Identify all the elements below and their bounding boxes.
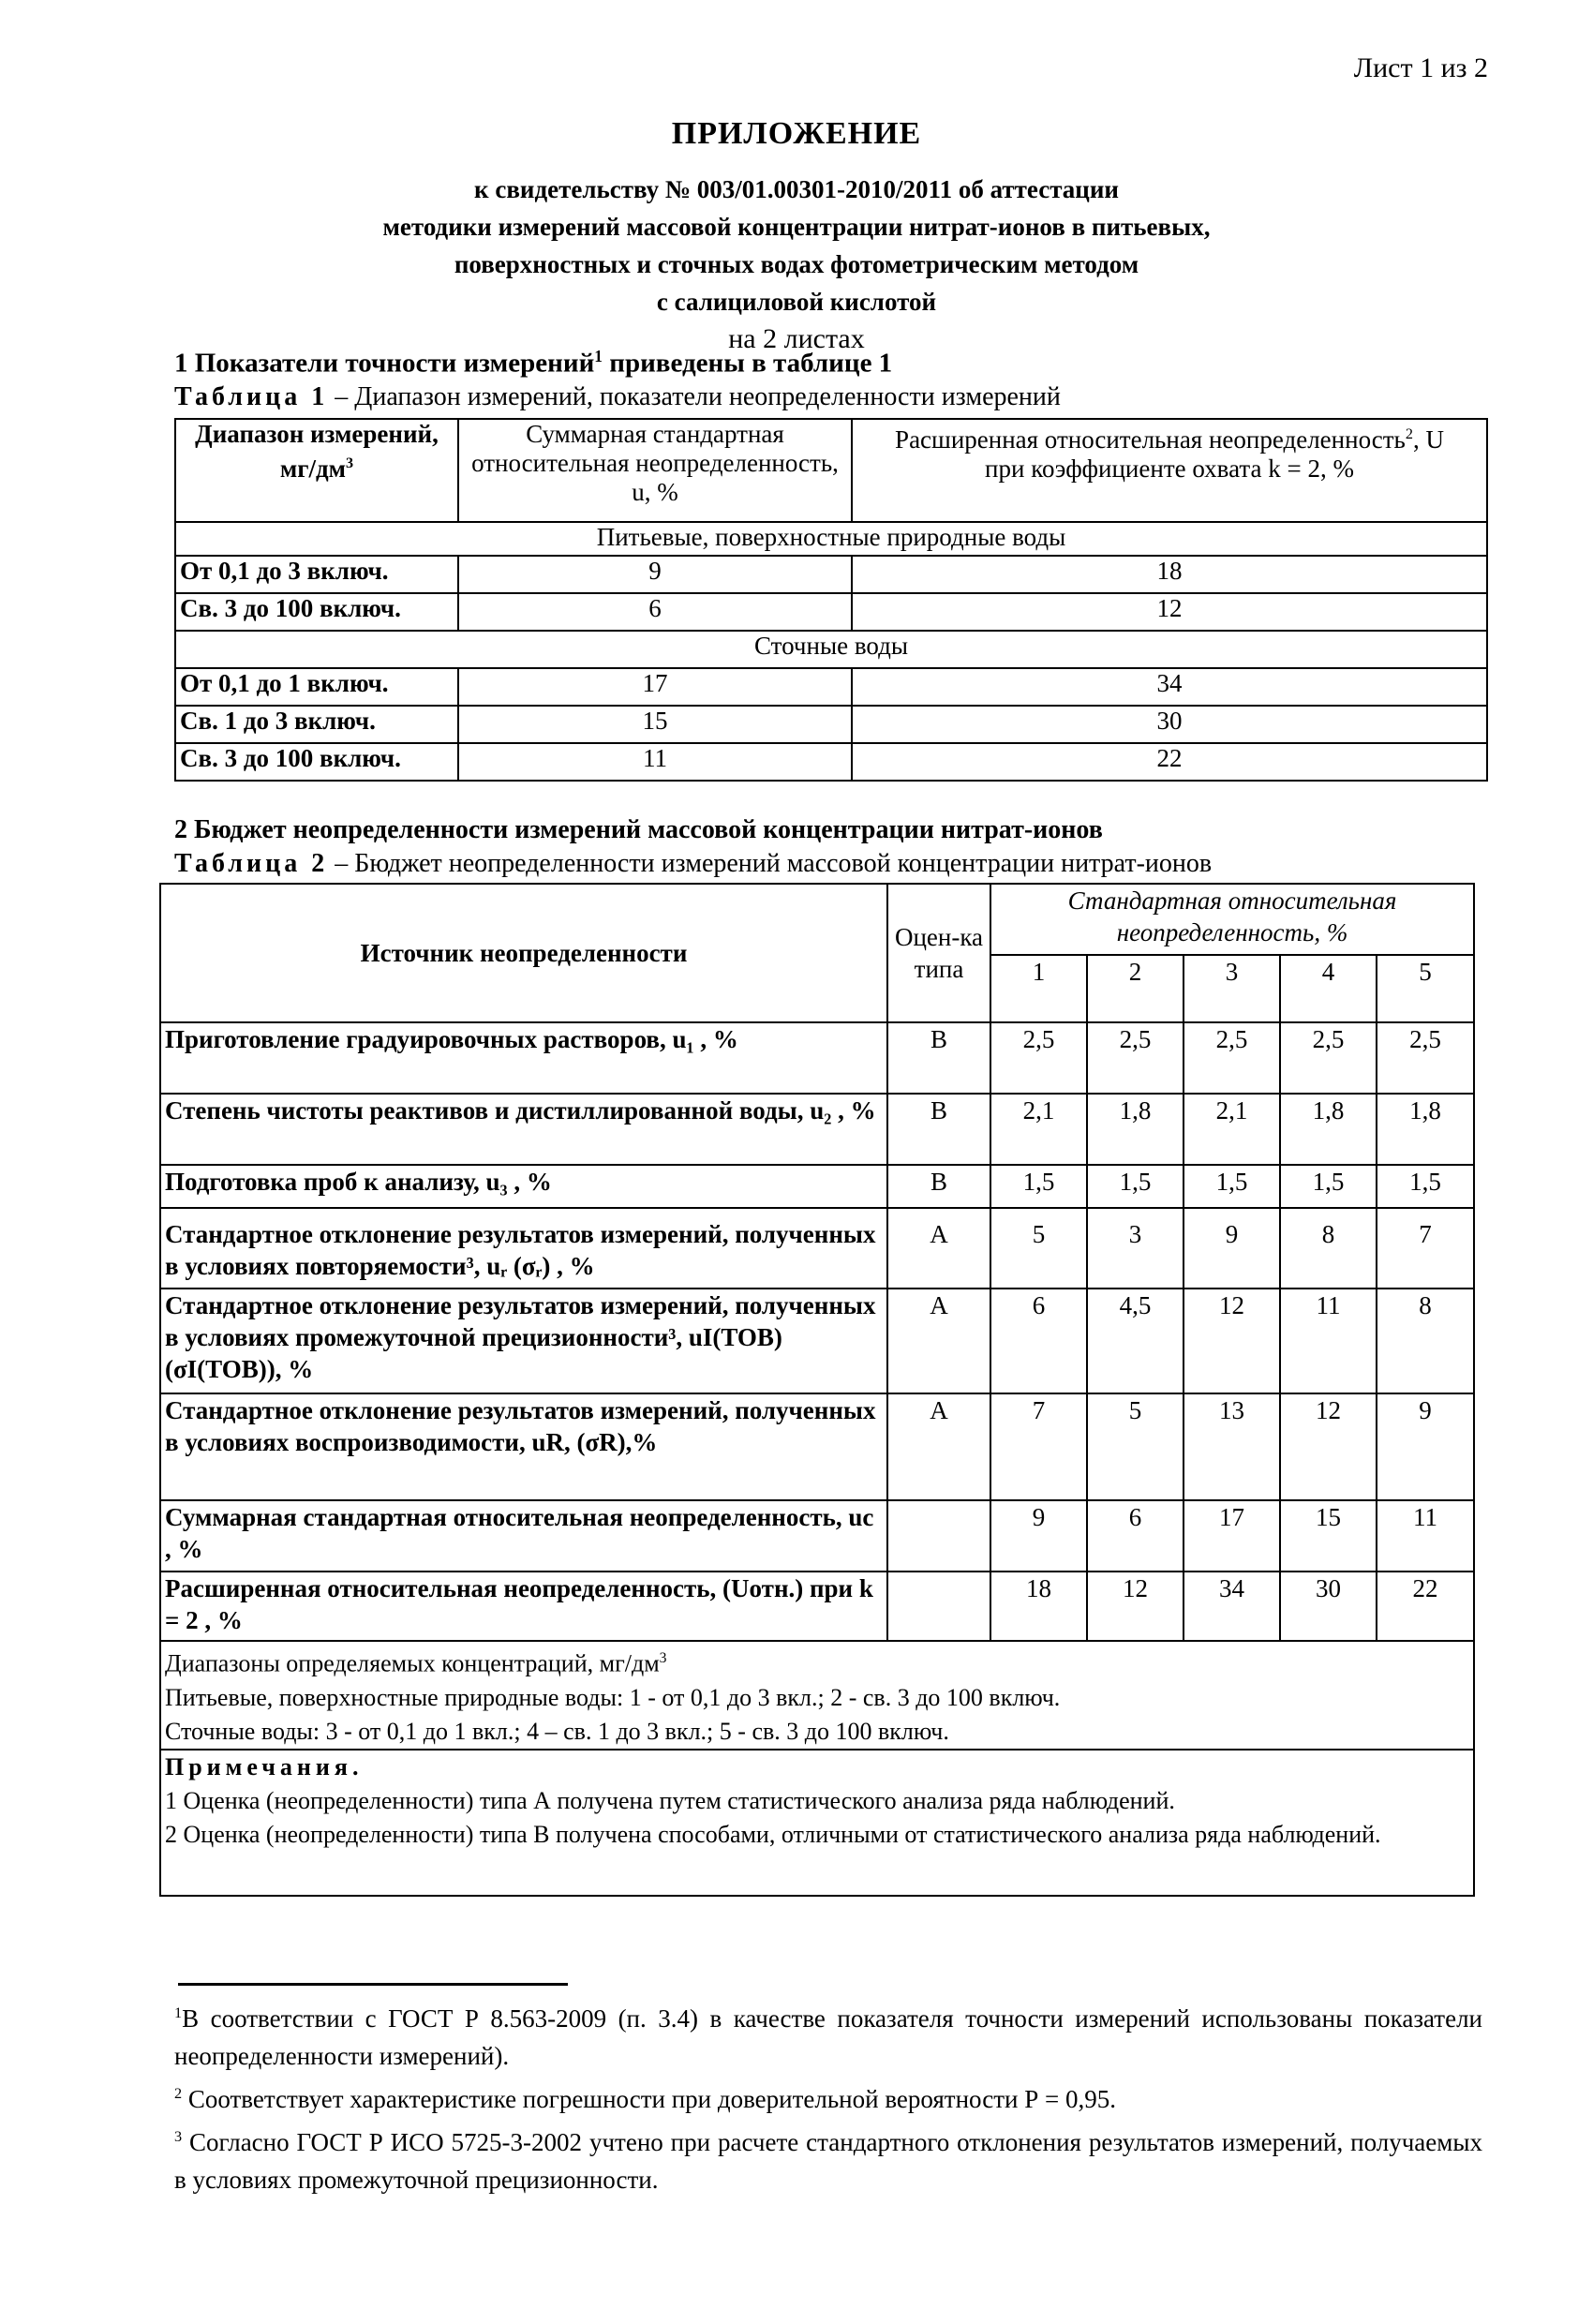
- subtitle-line: поверхностных и сточных водах фотометрическим методом: [454, 250, 1139, 278]
- section-1-heading: 1 Показатели точности измерений$^1$ приведены в таблице 1: [174, 347, 893, 379]
- t2-val: 8: [1280, 1208, 1377, 1289]
- t1-header-range: Диапазон измерений, $мг/дм^3$: [175, 419, 458, 522]
- t2-type: В: [887, 1165, 990, 1208]
- subtitle-line: методики измерений массовой концентрации нитрат-ионов в питьевых,: [382, 213, 1211, 241]
- t1-cell-U: 18: [852, 556, 1487, 593]
- note: 2 Оценка (неопределенности) типа В получена способами, отличными от статистического анализа ряда наблюдений.: [165, 1821, 1381, 1848]
- t2-source: Расширенная относительная неопределенность, (Uотн.) при k = 2 , %: [160, 1572, 887, 1641]
- t2-val: 1,5: [1280, 1165, 1377, 1208]
- t2-val: 7: [1377, 1208, 1474, 1289]
- t2-col-4: 4: [1280, 955, 1377, 1022]
- t2-val: 2,5: [1184, 1022, 1280, 1094]
- t2-source: Приготовление градуировочных растворов, u₁ , %: [160, 1022, 887, 1094]
- t2-val: 5: [990, 1208, 1087, 1289]
- t2-val: 6: [990, 1289, 1087, 1393]
- t2-source: Подготовка проб к анализу, u₃ , %: [160, 1165, 887, 1208]
- t2-val: 15: [1280, 1500, 1377, 1572]
- t2-val: 2,1: [1184, 1094, 1280, 1165]
- t2-val: 13: [1184, 1393, 1280, 1500]
- t2-type: [887, 1572, 990, 1641]
- t2-notes: [160, 1750, 1474, 1896]
- t2-ranges: [160, 1641, 1474, 1750]
- t2-val: 2,1: [990, 1094, 1087, 1165]
- t2-type: А: [887, 1208, 990, 1289]
- t2-val: 11: [1377, 1500, 1474, 1572]
- footnote: $^1$В соответствии с ГОСТ Р 8.563-2009 (п. 3.4) в качестве показателя точности измерений использованы показатели неопределенности измерений).: [174, 2004, 1482, 2070]
- t2-val: 6: [1087, 1500, 1184, 1572]
- t2-col-1: 1: [990, 955, 1087, 1022]
- t1-cell-U: 12: [852, 593, 1487, 631]
- t2-val: 1,8: [1280, 1094, 1377, 1165]
- t2-val: 12: [1184, 1289, 1280, 1393]
- t2-val: 30: [1280, 1572, 1377, 1641]
- note: 1 Оценка (неопределенности) типа А получена путем статистического анализа ряда наблюдений.: [165, 1787, 1175, 1814]
- table-1-caption: Таблица 1 – Диапазон измерений, показатели неопределенности измерений: [174, 382, 1061, 411]
- sheet-number: Лист 1 из 2: [1353, 52, 1488, 83]
- t2-header-eval-type: Оцен-ка типа: [887, 884, 990, 1022]
- t2-source: Стандартное отклонение результатов измерений, полученных в условиях промежуточной прецизионности³, uI(TOB) (σI(TOB)), %: [160, 1289, 887, 1393]
- t2-val: 12: [1280, 1393, 1377, 1500]
- footnotes: [174, 1994, 1482, 2198]
- t2-val: 4,5: [1087, 1289, 1184, 1393]
- subtitle-line: на 2 листах: [728, 323, 865, 354]
- t1-cell-U: 34: [852, 668, 1487, 706]
- t2-val: 1,5: [1184, 1165, 1280, 1208]
- t2-val: 2,5: [1280, 1022, 1377, 1094]
- t1-cell-U: 22: [852, 743, 1487, 781]
- notes-title: Примечания.: [165, 1753, 364, 1780]
- t1-cell-range: Св. 3 до 100 включ.: [175, 743, 458, 781]
- t2-val: 22: [1377, 1572, 1474, 1641]
- table-2: [159, 883, 1475, 1897]
- t2-val: 9: [990, 1500, 1087, 1572]
- footnote-separator: [178, 1983, 568, 1986]
- t1-group-title: Сточные воды: [175, 631, 1487, 668]
- t2-type: А: [887, 1393, 990, 1500]
- t2-col-5: 5: [1377, 955, 1474, 1022]
- t2-val: 12: [1087, 1572, 1184, 1641]
- t1-header-expanded: Расширенная относительная неопределенность$^2$, U при коэффициенте охвата k = 2, %: [852, 419, 1487, 522]
- t1-cell-U: 30: [852, 706, 1487, 743]
- t2-col-2: 2: [1087, 955, 1184, 1022]
- t2-ranges-title: Диапазоны определяемых концентраций, $мг/дм^3$: [165, 1649, 667, 1677]
- subtitle-line: к свидетельству № 003/01.00301-2010/2011 об аттестации: [474, 175, 1119, 203]
- t2-val: 1,5: [1087, 1165, 1184, 1208]
- subtitle-line: с салициловой кислотой: [656, 288, 937, 316]
- t2-val: 17: [1184, 1500, 1280, 1572]
- t2-val: 18: [990, 1572, 1087, 1641]
- t2-val: 7: [990, 1393, 1087, 1500]
- t2-type: В: [887, 1022, 990, 1094]
- table-1: [174, 418, 1488, 782]
- t1-cell-range: От 0,1 до 1 включ.: [175, 668, 458, 706]
- t2-type: А: [887, 1289, 990, 1393]
- t2-val: 1,5: [1377, 1165, 1474, 1208]
- t2-val: 5: [1087, 1393, 1184, 1500]
- t2-val: 34: [1184, 1572, 1280, 1641]
- t1-cell-u: 17: [458, 668, 852, 706]
- t2-header-std-rel: Стандартная относительная неопределенность, %: [990, 884, 1474, 955]
- t2-val: 2,5: [1377, 1022, 1474, 1094]
- t2-val: 9: [1184, 1208, 1280, 1289]
- t2-val: 1,8: [1377, 1094, 1474, 1165]
- t1-header-combined: Суммарная стандартная относительная неопределенность, u, %: [458, 419, 852, 522]
- t2-source: Стандартное отклонение результатов измерений, полученных в условиях повторяемости³, uᵣ (σᵣ) , %: [160, 1208, 887, 1289]
- t2-ranges-line: Питьевые, поверхностные природные воды: 1 - от 0,1 до 3 вкл.; 2 - св. 3 до 100 включ.: [165, 1683, 1061, 1711]
- t2-val: 2,5: [990, 1022, 1087, 1094]
- document-title: ПРИЛОЖЕНИЕ: [671, 116, 922, 151]
- t2-val: 2,5: [1087, 1022, 1184, 1094]
- t2-ranges-line: Сточные воды: 3 - от 0,1 до 1 вкл.; 4 – св. 1 до 3 вкл.; 5 - св. 3 до 100 включ.: [165, 1717, 949, 1745]
- t2-type: В: [887, 1094, 990, 1165]
- t1-cell-u: 11: [458, 743, 852, 781]
- t2-val: 3: [1087, 1208, 1184, 1289]
- t2-val: 1,5: [990, 1165, 1087, 1208]
- footnote: $^2$ Соответствует характеристике погрешности при доверительной вероятности Р = 0,95.: [174, 2085, 1116, 2113]
- t2-type: [887, 1500, 990, 1572]
- footnote: $^3$ Согласно ГОСТ Р ИСО 5725-3-2002 учтено при расчете стандартного отклонения результатов измерений, получаемых в условиях промежуточной прецизионности.: [174, 2128, 1482, 2194]
- t1-cell-u: 15: [458, 706, 852, 743]
- t2-val: 9: [1377, 1393, 1474, 1500]
- t1-cell-range: От 0,1 до 3 включ.: [175, 556, 458, 593]
- t1-cell-range: Св. 3 до 100 включ.: [175, 593, 458, 631]
- t2-val: 1,8: [1087, 1094, 1184, 1165]
- t2-val: 8: [1377, 1289, 1474, 1393]
- t1-cell-u: 9: [458, 556, 852, 593]
- table-2-caption: Таблица 2 – Бюджет неопределенности измерений массовой концентрации нитрат-ионов: [174, 849, 1213, 878]
- t1-group-title: Питьевые, поверхностные природные воды: [175, 522, 1487, 556]
- t2-val: 11: [1280, 1289, 1377, 1393]
- t2-col-3: 3: [1184, 955, 1280, 1022]
- t1-cell-u: 6: [458, 593, 852, 631]
- t2-header-source: Источник неопределенности: [160, 884, 887, 1022]
- document-subtitle: [0, 171, 1593, 358]
- t2-source: Стандартное отклонение результатов измерений, полученных в условиях воспроизводимости, uR, (σR),%: [160, 1393, 887, 1500]
- t1-cell-range: Св. 1 до 3 включ.: [175, 706, 458, 743]
- t2-source: Суммарная стандартная относительная неопределенность, uc , %: [160, 1500, 887, 1572]
- section-2-heading: 2 Бюджет неопределенности измерений массовой концентрации нитрат-ионов: [174, 815, 1103, 844]
- t2-source: Степень чистоты реактивов и дистиллированной воды, u₂ , %: [160, 1094, 887, 1165]
